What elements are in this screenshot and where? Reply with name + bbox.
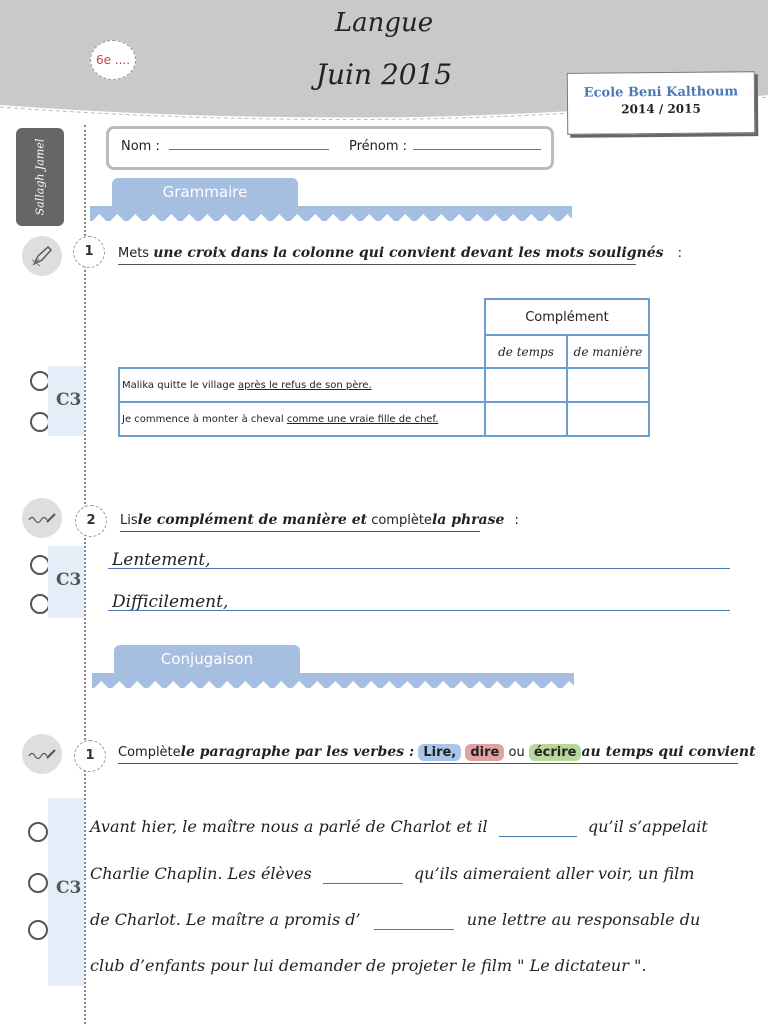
verb-ecrire: écrire — [529, 744, 582, 761]
school-name: Ecole Beni Kalthoum — [583, 84, 739, 101]
score-radio[interactable] — [28, 920, 48, 940]
conjugation-divider — [92, 673, 574, 688]
name-label: Nom : — [121, 139, 160, 154]
score-radio[interactable] — [30, 555, 50, 575]
score-radio[interactable] — [28, 873, 48, 893]
firstname-field[interactable] — [413, 149, 541, 150]
score-radio[interactable] — [28, 822, 48, 842]
criterion-mark: C3 — [56, 390, 82, 410]
exercise-instruction — [120, 512, 519, 532]
paragraph-line: de Charlot. Le maître a promis d’ une lettre au responsable du — [90, 910, 701, 929]
name-field[interactable] — [169, 149, 329, 150]
level-badge: 6e .... — [90, 40, 136, 80]
instruction-cursive: la phrase — [431, 512, 505, 528]
checkbox-cell[interactable] — [567, 368, 649, 402]
instruction-tail: au temps qui convient — [581, 744, 756, 760]
answer-line[interactable] — [108, 568, 730, 569]
instruction-lead: Complète — [118, 745, 181, 760]
exercise-instruction — [118, 245, 683, 265]
checkbox-cell[interactable] — [485, 368, 567, 402]
paragraph-line: Avant hier, le maître nous a parlé de Charlot et il qu’il s’appelait — [90, 817, 708, 836]
exercise-number: 1 — [73, 236, 105, 268]
criterion-mark: C3 — [56, 878, 82, 898]
score-radio[interactable] — [30, 412, 50, 432]
table-header-time: de temps — [485, 335, 567, 368]
identity-box — [106, 126, 554, 170]
conjugation-tab: Conjugaison — [114, 645, 300, 673]
exercise-number: 2 — [75, 505, 107, 537]
checkbox-cell[interactable] — [567, 402, 649, 436]
score-strip — [48, 366, 84, 436]
instruction-lead: Mets — [118, 246, 150, 261]
table-header-manner: de manière — [567, 335, 649, 368]
blank-field[interactable] — [323, 864, 403, 884]
instruction-end: : — [677, 246, 683, 261]
complement-table — [118, 298, 650, 437]
instruction-lead: Lis — [120, 513, 138, 528]
table-sentence: Je commence à monter à cheval comme une vraie fille de chef. — [119, 402, 485, 436]
instruction-end: : — [514, 513, 519, 528]
blank-field[interactable] — [499, 817, 577, 837]
instruction-mid: complète — [371, 513, 432, 528]
answer-line-label: Lentement, — [112, 550, 211, 570]
school-box — [567, 71, 756, 135]
score-strip — [48, 798, 84, 986]
blank-field[interactable] — [374, 910, 454, 930]
school-year: 2014 / 2015 — [621, 101, 701, 117]
instruction-cursive: une croix dans la colonne qui convient devant les mots soulignés — [153, 245, 664, 261]
score-radio[interactable] — [30, 371, 50, 391]
date-title: Juin 2015 — [315, 58, 453, 91]
paragraph-line: club d’enfants pour lui demander de projeter le film " Le dictateur ". — [90, 956, 647, 975]
grammar-tab: Grammaire — [112, 178, 298, 206]
answer-line-label: Difficilement, — [112, 592, 229, 612]
instruction-cursive: le paragraphe par les verbes : — [180, 744, 415, 760]
exercise-instruction — [118, 744, 756, 764]
exercise-number: 1 — [74, 740, 106, 772]
table-sentence: Malika quitte le village après le refus de son père. — [119, 368, 485, 402]
paragraph-line: Charlie Chaplin. Les élèves qu’ils aimeraient aller voir, un film — [90, 864, 695, 883]
verb-lire: Lire, — [418, 744, 461, 761]
pencil-icon — [22, 236, 62, 276]
instruction-cursive: le complément de manière et — [137, 512, 368, 528]
score-radio[interactable] — [30, 594, 50, 614]
score-strip — [48, 546, 84, 618]
criterion-mark: C3 — [56, 570, 82, 590]
verb-dire: dire — [465, 744, 504, 761]
table-group-header: Complément — [485, 299, 649, 335]
table-row — [119, 402, 649, 436]
grammar-divider — [90, 206, 572, 221]
connector: ou — [508, 745, 525, 760]
author-name: Sallagh Jamel — [33, 138, 47, 216]
checkbox-cell[interactable] — [485, 402, 567, 436]
table-row — [119, 368, 649, 402]
paper-pencil-icon — [22, 498, 62, 538]
subject-title: Langue — [334, 8, 434, 38]
author-tab — [16, 128, 64, 226]
firstname-label: Prénom : — [349, 139, 408, 154]
answer-line[interactable] — [108, 610, 730, 611]
paper-pencil-icon — [22, 734, 62, 774]
